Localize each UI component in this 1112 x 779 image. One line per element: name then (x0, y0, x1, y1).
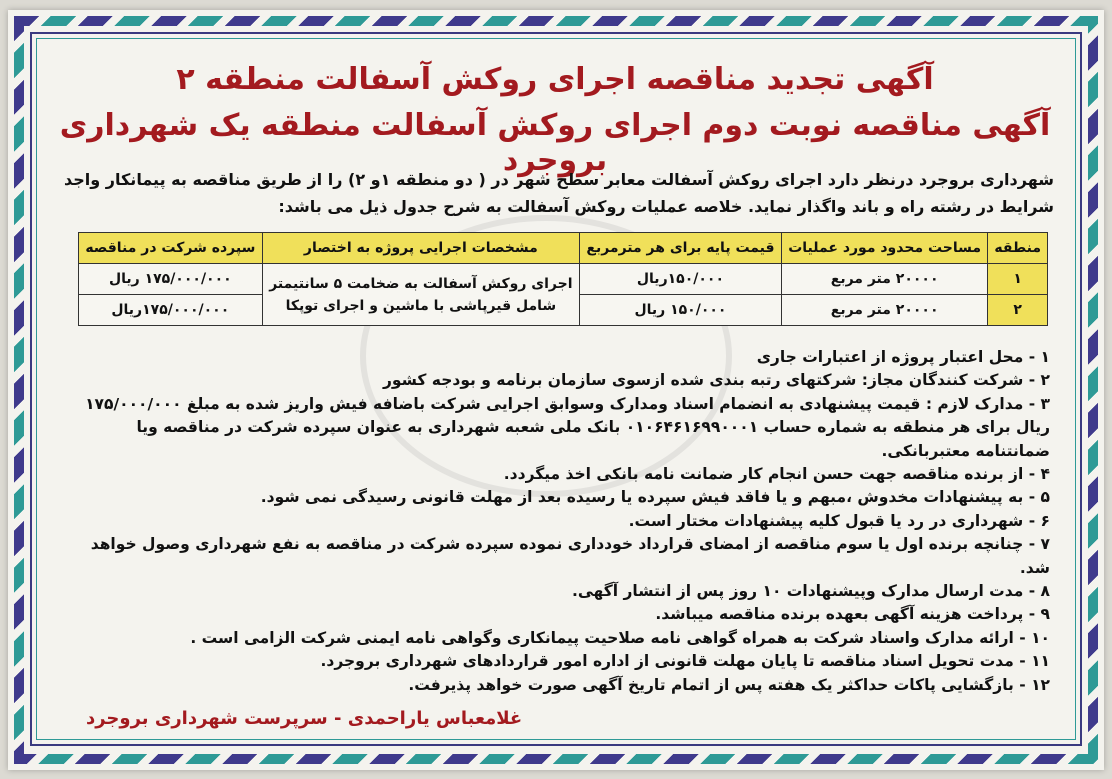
condition-item: ۷ - چنانچه برنده اول یا سوم مناقصه از امضای قرارداد خودداری نموده سپرده شرکت در مناقصه به نفع شهرداری وصول خواهد شد. (90, 535, 1050, 577)
cell-deposit: ۱۷۵/۰۰۰/۰۰۰ ریال (79, 264, 263, 295)
header-area: مساحت محدود مورد عملیات (781, 233, 988, 264)
table-row (79, 264, 1048, 295)
condition-item: ۱۱ - مدت تحویل اسناد مناقصه تا پایان مهلت قانونی از اداره امور قراردادهای شهرداری بروجرد. (320, 652, 1050, 671)
table-header-row (79, 233, 1048, 264)
condition-item: ۸ - مدت ارسال مدارک وپیشنهادات ۱۰ روز پس از انتشار آگهی. (571, 582, 1050, 601)
tender-table (78, 232, 1048, 326)
condition-item: ۱۲ - بازگشایی پاکات حداکثر یک هفته پس از اتمام تاریخ آگهی صورت خواهد پذیرفت. (408, 675, 1050, 694)
spec-line-2: شامل قیرپاشی با ماشین و اجرای توپکا (285, 297, 557, 314)
signature-line: غلامعباس یاراحمدی - سرپرست شهرداری بروجرد (86, 708, 523, 729)
condition-item: ۲ - شرکت کنندگان مجاز: شرکتهای رتبه بندی شده ازسوی سازمان برنامه و بودجه کشور (382, 371, 1050, 390)
cell-region: ۲ (988, 295, 1048, 326)
condition-item: ۳ - مدارک لازم : قیمت پیشنهادی به انضمام اسناد ومدارک وسوابق اجرایی شرکت باضافه فیش واریز شده به مبلغ ۱۷۵/۰۰۰/۰۰۰ ریال برای هر منطقه به شماره حساب ۰۱۰۶۴۶۱۶۹۹۰۰۰۱ بانک ملی شعبه شهرداری به عنوان سپرده شرکت در مناقصه ویا ضمانتنامه معتبربانکی. (85, 394, 1050, 460)
title-renewed-tender: آگهی تجدید مناقصه اجرای روکش آسفالت منطقه ۲ (176, 62, 934, 97)
title-second-round-tender: آگهی مناقصه نوبت دوم اجرای روکش آسفالت منطقه یک شهرداری بروجرد (59, 108, 1051, 178)
conditions-list (60, 346, 1050, 697)
spec-line-1: اجرای روکش آسفالت به ضخامت ۵ سانتیمتر (269, 275, 573, 292)
condition-item: ۴ - از برنده مناقصه جهت حسن انجام کار ضمانت نامه بانکی اخذ میگردد. (503, 465, 1050, 484)
intro-paragraph: شهرداری بروجرد درنظر دارد اجرای روکش آسفالت معابر سطح شهر در ( دو منطقه ۱و ۲) را از طریق مناقصه به پیمانکار واجد شرایط در رشته راه و باند واگذار نماید. خلاصه عملیات روکش آسفالت به شرح جدول ذیل می باشد: (64, 170, 1054, 216)
condition-item: ۱ - محل اعتبار پروژه از اعتبارات جاری (756, 348, 1050, 366)
header-region: منطقه (988, 233, 1048, 264)
cell-spec (262, 264, 579, 326)
header-spec: مشخصات اجرایی پروژه به اختصار (262, 233, 579, 264)
cell-area: ۲۰۰۰۰ متر مربع (781, 264, 988, 295)
cell-deposit: ۱۷۵/۰۰۰/۰۰۰ریال (79, 295, 263, 326)
cell-region: ۱ (988, 264, 1048, 295)
condition-item: ۱۰ - ارائه مدارک واسناد شرکت به همراه گواهی نامه صلاحیت پیمانکاری وگواهی نامه ایمنی شرکت الزامی است . (190, 628, 1050, 647)
cell-area: ۲۰۰۰۰ متر مربع (781, 295, 988, 326)
header-deposit: سپرده شرکت در مناقصه (79, 233, 263, 264)
condition-item: ۵ - به پیشنهادات مخدوش ،مبهم و یا فاقد فیش سپرده یا رسیده بعد از مهلت قانونی رسیدگی نمی شود. (260, 488, 1050, 507)
cell-base-price: ۱۵۰/۰۰۰ریال (580, 264, 782, 295)
condition-item: ۹ - پرداخت هزینه آگهی بعهده برنده مناقصه میباشد. (655, 605, 1050, 624)
header-base-price: قیمت پایه برای هر مترمربع (580, 233, 782, 264)
cell-base-price: ۱۵۰/۰۰۰ ریال (580, 295, 782, 326)
condition-item: ۶ - شهرداری در رد یا قبول کلیه پیشنهادات مختار است. (628, 511, 1050, 530)
